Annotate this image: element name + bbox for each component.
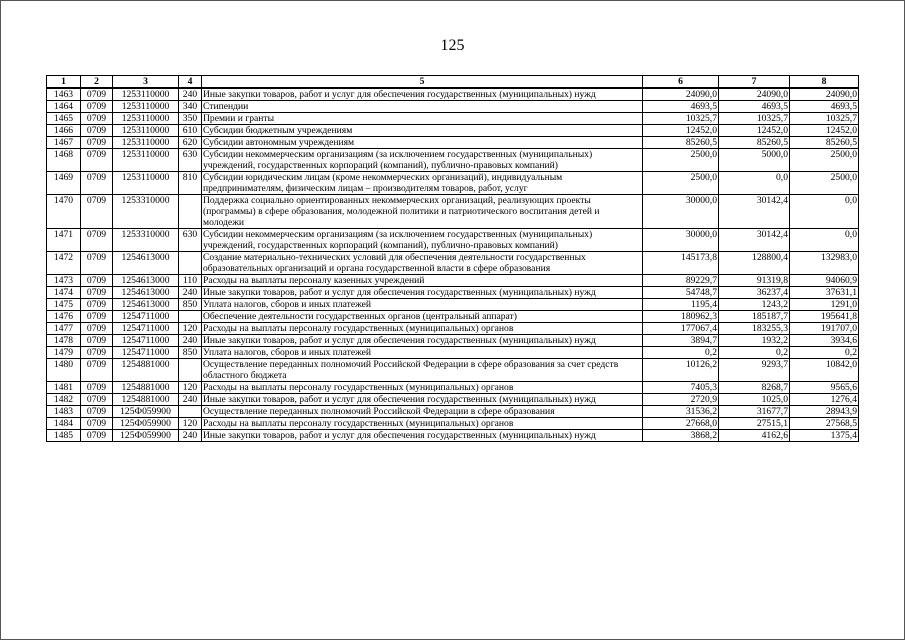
section-code: 0709 bbox=[81, 137, 113, 149]
expense-name: Иные закупки товаров, работ и услуг для обеспечения государственных (муниципальных) нужд bbox=[202, 430, 643, 442]
table-row bbox=[47, 430, 859, 442]
table-row bbox=[47, 172, 859, 195]
target-article-code: 1253310000 bbox=[113, 229, 179, 252]
expense-type-code: 240 bbox=[179, 287, 202, 299]
row-number: 1471 bbox=[47, 229, 81, 252]
amount-col-6: 2500,0 bbox=[643, 172, 719, 195]
target-article-code: 1254711000 bbox=[113, 335, 179, 347]
amount-col-8: 132983,0 bbox=[790, 252, 859, 275]
row-number: 1465 bbox=[47, 113, 81, 125]
section-code: 0709 bbox=[81, 101, 113, 113]
section-code: 0709 bbox=[81, 347, 113, 359]
amount-col-8: 27568,5 bbox=[790, 418, 859, 430]
target-article-code: 1253110000 bbox=[113, 113, 179, 125]
amount-col-7: 8268,7 bbox=[719, 382, 790, 394]
target-article-code: 125Ф059900 bbox=[113, 430, 179, 442]
target-article-code: 125Ф059900 bbox=[113, 406, 179, 418]
target-article-code: 1254711000 bbox=[113, 323, 179, 335]
expense-type-code bbox=[179, 252, 202, 275]
expense-name: Расходы на выплаты персоналу государственных (муниципальных) органов bbox=[202, 418, 643, 430]
table-row bbox=[47, 125, 859, 137]
expense-type-code bbox=[179, 195, 202, 229]
amount-col-6: 89229,7 bbox=[643, 275, 719, 287]
table-row bbox=[47, 394, 859, 406]
budget-table bbox=[46, 75, 859, 442]
amount-col-6: 4693,5 bbox=[643, 101, 719, 113]
amount-col-6: 24090,0 bbox=[643, 88, 719, 101]
table-row bbox=[47, 418, 859, 430]
section-code: 0709 bbox=[81, 335, 113, 347]
amount-col-7: 0,0 bbox=[719, 172, 790, 195]
target-article-code: 1254613000 bbox=[113, 252, 179, 275]
target-article-code: 1254613000 bbox=[113, 287, 179, 299]
amount-col-6: 3894,7 bbox=[643, 335, 719, 347]
table-row bbox=[47, 311, 859, 323]
amount-col-8: 0,2 bbox=[790, 347, 859, 359]
expense-name: Субсидии некоммерческим организациям (за исключением государственных (муниципальных) учреждений, государственных корпораций (компаний), публично-правовых компаний) bbox=[202, 229, 643, 252]
expense-name: Расходы на выплаты персоналу государственных (муниципальных) органов bbox=[202, 323, 643, 335]
amount-col-6: 12452,0 bbox=[643, 125, 719, 137]
amount-col-7: 30142,4 bbox=[719, 195, 790, 229]
amount-col-7: 31677,7 bbox=[719, 406, 790, 418]
table-row bbox=[47, 88, 859, 101]
expense-type-code: 240 bbox=[179, 88, 202, 101]
amount-col-8: 1291,0 bbox=[790, 299, 859, 311]
section-code: 0709 bbox=[81, 287, 113, 299]
expense-name: Расходы на выплаты персоналу государственных (муниципальных) органов bbox=[202, 382, 643, 394]
row-number: 1475 bbox=[47, 299, 81, 311]
row-number: 1478 bbox=[47, 335, 81, 347]
target-article-code: 1254613000 bbox=[113, 299, 179, 311]
expense-type-code: 620 bbox=[179, 137, 202, 149]
amount-col-8: 37631,1 bbox=[790, 287, 859, 299]
amount-col-7: 36237,4 bbox=[719, 287, 790, 299]
expense-type-code: 810 bbox=[179, 172, 202, 195]
expense-type-code: 240 bbox=[179, 394, 202, 406]
expense-name: Субсидии некоммерческим организациям (за исключением государственных (муниципальных) учреждений, государственных корпораций (компаний), публично-правовых компаний) bbox=[202, 149, 643, 172]
target-article-code: 125Ф059900 bbox=[113, 418, 179, 430]
expense-name: Иные закупки товаров, работ и услуг для обеспечения государственных (муниципальных) нужд bbox=[202, 335, 643, 347]
amount-col-6: 0,2 bbox=[643, 347, 719, 359]
table-row bbox=[47, 347, 859, 359]
row-number: 1468 bbox=[47, 149, 81, 172]
row-number: 1474 bbox=[47, 287, 81, 299]
amount-col-6: 2500,0 bbox=[643, 149, 719, 172]
amount-col-7: 1243,2 bbox=[719, 299, 790, 311]
amount-col-7: 0,2 bbox=[719, 347, 790, 359]
section-code: 0709 bbox=[81, 299, 113, 311]
expense-name: Субсидии юридическим лицам (кроме некоммерческих организаций), индивидуальным предпринимателям, физическим лицам – производителям товаров, работ, услуг bbox=[202, 172, 643, 195]
table-row bbox=[47, 101, 859, 113]
amount-col-7: 128800,4 bbox=[719, 252, 790, 275]
table-row bbox=[47, 359, 859, 382]
target-article-code: 1254711000 bbox=[113, 347, 179, 359]
row-number: 1469 bbox=[47, 172, 81, 195]
expense-type-code: 240 bbox=[179, 430, 202, 442]
table-row bbox=[47, 382, 859, 394]
expense-name: Иные закупки товаров, работ и услуг для обеспечения государственных (муниципальных) нужд bbox=[202, 88, 643, 101]
amount-col-6: 10325,7 bbox=[643, 113, 719, 125]
amount-col-7: 1025,0 bbox=[719, 394, 790, 406]
amount-col-6: 1195,4 bbox=[643, 299, 719, 311]
expense-type-code bbox=[179, 359, 202, 382]
expense-name: Иные закупки товаров, работ и услуг для обеспечения государственных (муниципальных) нужд bbox=[202, 287, 643, 299]
amount-col-7: 4162,6 bbox=[719, 430, 790, 442]
table-row bbox=[47, 323, 859, 335]
amount-col-8: 1375,4 bbox=[790, 430, 859, 442]
section-code: 0709 bbox=[81, 394, 113, 406]
section-code: 0709 bbox=[81, 323, 113, 335]
expense-name: Обеспечение деятельности государственных органов (центральный аппарат) bbox=[202, 311, 643, 323]
expense-type-code: 340 bbox=[179, 101, 202, 113]
target-article-code: 1253110000 bbox=[113, 88, 179, 101]
section-code: 0709 bbox=[81, 88, 113, 101]
expense-type-code: 120 bbox=[179, 382, 202, 394]
amount-col-6: 27668,0 bbox=[643, 418, 719, 430]
section-code: 0709 bbox=[81, 125, 113, 137]
section-code: 0709 bbox=[81, 430, 113, 442]
expense-name: Уплата налогов, сборов и иных платежей bbox=[202, 299, 643, 311]
expense-type-code: 110 bbox=[179, 275, 202, 287]
expense-name: Создание материально-технических условий для обеспечения деятельности государственных образовательных организаций и органа государственной власти в сфере образования bbox=[202, 252, 643, 275]
amount-col-7: 4693,5 bbox=[719, 101, 790, 113]
amount-col-8: 2500,0 bbox=[790, 172, 859, 195]
row-number: 1480 bbox=[47, 359, 81, 382]
expense-type-code: 120 bbox=[179, 323, 202, 335]
amount-col-7: 27515,1 bbox=[719, 418, 790, 430]
row-number: 1476 bbox=[47, 311, 81, 323]
table-row bbox=[47, 335, 859, 347]
amount-col-7: 24090,0 bbox=[719, 88, 790, 101]
amount-col-6: 3868,2 bbox=[643, 430, 719, 442]
amount-col-7: 5000,0 bbox=[719, 149, 790, 172]
expense-type-code: 610 bbox=[179, 125, 202, 137]
section-code: 0709 bbox=[81, 406, 113, 418]
target-article-code: 1253110000 bbox=[113, 101, 179, 113]
header-cell: 1 bbox=[47, 76, 81, 89]
section-code: 0709 bbox=[81, 359, 113, 382]
expense-type-code: 120 bbox=[179, 418, 202, 430]
section-code: 0709 bbox=[81, 252, 113, 275]
amount-col-8: 195641,8 bbox=[790, 311, 859, 323]
amount-col-8: 85260,5 bbox=[790, 137, 859, 149]
amount-col-8: 2500,0 bbox=[790, 149, 859, 172]
amount-col-6: 10126,2 bbox=[643, 359, 719, 382]
target-article-code: 1254711000 bbox=[113, 311, 179, 323]
target-article-code: 1253310000 bbox=[113, 195, 179, 229]
amount-col-6: 85260,5 bbox=[643, 137, 719, 149]
expense-type-code: 240 bbox=[179, 335, 202, 347]
expense-type-code bbox=[179, 311, 202, 323]
expense-name: Осуществление переданных полномочий Российской Федерации в сфере образования bbox=[202, 406, 643, 418]
target-article-code: 1254613000 bbox=[113, 275, 179, 287]
row-number: 1485 bbox=[47, 430, 81, 442]
row-number: 1482 bbox=[47, 394, 81, 406]
amount-col-8: 9565,6 bbox=[790, 382, 859, 394]
section-code: 0709 bbox=[81, 195, 113, 229]
table-row bbox=[47, 252, 859, 275]
expense-name: Стипендии bbox=[202, 101, 643, 113]
header-cell: 5 bbox=[202, 76, 643, 89]
amount-col-6: 180962,3 bbox=[643, 311, 719, 323]
row-number: 1473 bbox=[47, 275, 81, 287]
row-number: 1463 bbox=[47, 88, 81, 101]
table-row bbox=[47, 406, 859, 418]
row-number: 1479 bbox=[47, 347, 81, 359]
section-code: 0709 bbox=[81, 311, 113, 323]
expense-type-code bbox=[179, 406, 202, 418]
target-article-code: 1253110000 bbox=[113, 172, 179, 195]
amount-col-8: 191707,0 bbox=[790, 323, 859, 335]
amount-col-7: 85260,5 bbox=[719, 137, 790, 149]
expense-type-code: 850 bbox=[179, 299, 202, 311]
row-number: 1470 bbox=[47, 195, 81, 229]
header-cell: 6 bbox=[643, 76, 719, 89]
expense-name: Поддержка социально ориентированных некоммерческих организаций, реализующих проекты (программы) в сфере образования, молодежной политики и патриотического воспитания детей и молодежи bbox=[202, 195, 643, 229]
target-article-code: 1253110000 bbox=[113, 125, 179, 137]
table-row bbox=[47, 149, 859, 172]
expense-name: Премии и гранты bbox=[202, 113, 643, 125]
amount-col-7: 183255,3 bbox=[719, 323, 790, 335]
row-number: 1477 bbox=[47, 323, 81, 335]
expense-type-code: 850 bbox=[179, 347, 202, 359]
amount-col-8: 4693,5 bbox=[790, 101, 859, 113]
section-code: 0709 bbox=[81, 149, 113, 172]
table-body bbox=[47, 88, 859, 442]
amount-col-7: 30142,4 bbox=[719, 229, 790, 252]
amount-col-8: 1276,4 bbox=[790, 394, 859, 406]
amount-col-6: 54748,7 bbox=[643, 287, 719, 299]
amount-col-6: 145173,8 bbox=[643, 252, 719, 275]
table-row bbox=[47, 287, 859, 299]
expense-name: Осуществление переданных полномочий Российской Федерации в сфере образования за счет средств областного бюджета bbox=[202, 359, 643, 382]
amount-col-6: 177067,4 bbox=[643, 323, 719, 335]
amount-col-6: 31536,2 bbox=[643, 406, 719, 418]
expense-type-code: 630 bbox=[179, 149, 202, 172]
section-code: 0709 bbox=[81, 418, 113, 430]
amount-col-7: 185187,7 bbox=[719, 311, 790, 323]
amount-col-6: 30000,0 bbox=[643, 229, 719, 252]
header-cell: 7 bbox=[719, 76, 790, 89]
target-article-code: 1254881000 bbox=[113, 394, 179, 406]
header-cell: 2 bbox=[81, 76, 113, 89]
section-code: 0709 bbox=[81, 382, 113, 394]
header-cell: 3 bbox=[113, 76, 179, 89]
expense-name: Иные закупки товаров, работ и услуг для обеспечения государственных (муниципальных) нужд bbox=[202, 394, 643, 406]
row-number: 1483 bbox=[47, 406, 81, 418]
target-article-code: 1254881000 bbox=[113, 382, 179, 394]
amount-col-6: 7405,3 bbox=[643, 382, 719, 394]
table-row bbox=[47, 229, 859, 252]
amount-col-8: 12452,0 bbox=[790, 125, 859, 137]
table-header-row bbox=[47, 76, 859, 89]
expense-name: Субсидии бюджетным учреждениям bbox=[202, 125, 643, 137]
amount-col-8: 10842,0 bbox=[790, 359, 859, 382]
section-code: 0709 bbox=[81, 275, 113, 287]
header-cell: 4 bbox=[179, 76, 202, 89]
amount-col-8: 0,0 bbox=[790, 195, 859, 229]
amount-col-7: 9293,7 bbox=[719, 359, 790, 382]
table-row bbox=[47, 113, 859, 125]
target-article-code: 1253110000 bbox=[113, 149, 179, 172]
header-cell: 8 bbox=[790, 76, 859, 89]
amount-col-6: 2720,9 bbox=[643, 394, 719, 406]
amount-col-8: 0,0 bbox=[790, 229, 859, 252]
page-number: 125 bbox=[440, 37, 465, 54]
amount-col-7: 91319,8 bbox=[719, 275, 790, 287]
row-number: 1484 bbox=[47, 418, 81, 430]
expense-name: Уплата налогов, сборов и иных платежей bbox=[202, 347, 643, 359]
row-number: 1481 bbox=[47, 382, 81, 394]
table-row bbox=[47, 275, 859, 287]
target-article-code: 1253110000 bbox=[113, 137, 179, 149]
table-row bbox=[47, 299, 859, 311]
amount-col-7: 12452,0 bbox=[719, 125, 790, 137]
expense-name: Расходы на выплаты персоналу казенных учреждений bbox=[202, 275, 643, 287]
row-number: 1467 bbox=[47, 137, 81, 149]
section-code: 0709 bbox=[81, 172, 113, 195]
row-number: 1466 bbox=[47, 125, 81, 137]
target-article-code: 1254881000 bbox=[113, 359, 179, 382]
expense-type-code: 350 bbox=[179, 113, 202, 125]
amount-col-8: 10325,7 bbox=[790, 113, 859, 125]
expense-type-code: 630 bbox=[179, 229, 202, 252]
amount-col-6: 30000,0 bbox=[643, 195, 719, 229]
amount-col-8: 28943,9 bbox=[790, 406, 859, 418]
amount-col-7: 1932,2 bbox=[719, 335, 790, 347]
expense-name: Субсидии автономным учреждениям bbox=[202, 137, 643, 149]
amount-col-7: 10325,7 bbox=[719, 113, 790, 125]
table-row bbox=[47, 195, 859, 229]
section-code: 0709 bbox=[81, 229, 113, 252]
section-code: 0709 bbox=[81, 113, 113, 125]
amount-col-8: 3934,6 bbox=[790, 335, 859, 347]
table-row bbox=[47, 137, 859, 149]
amount-col-8: 94060,9 bbox=[790, 275, 859, 287]
amount-col-8: 24090,0 bbox=[790, 88, 859, 101]
row-number: 1472 bbox=[47, 252, 81, 275]
row-number: 1464 bbox=[47, 101, 81, 113]
